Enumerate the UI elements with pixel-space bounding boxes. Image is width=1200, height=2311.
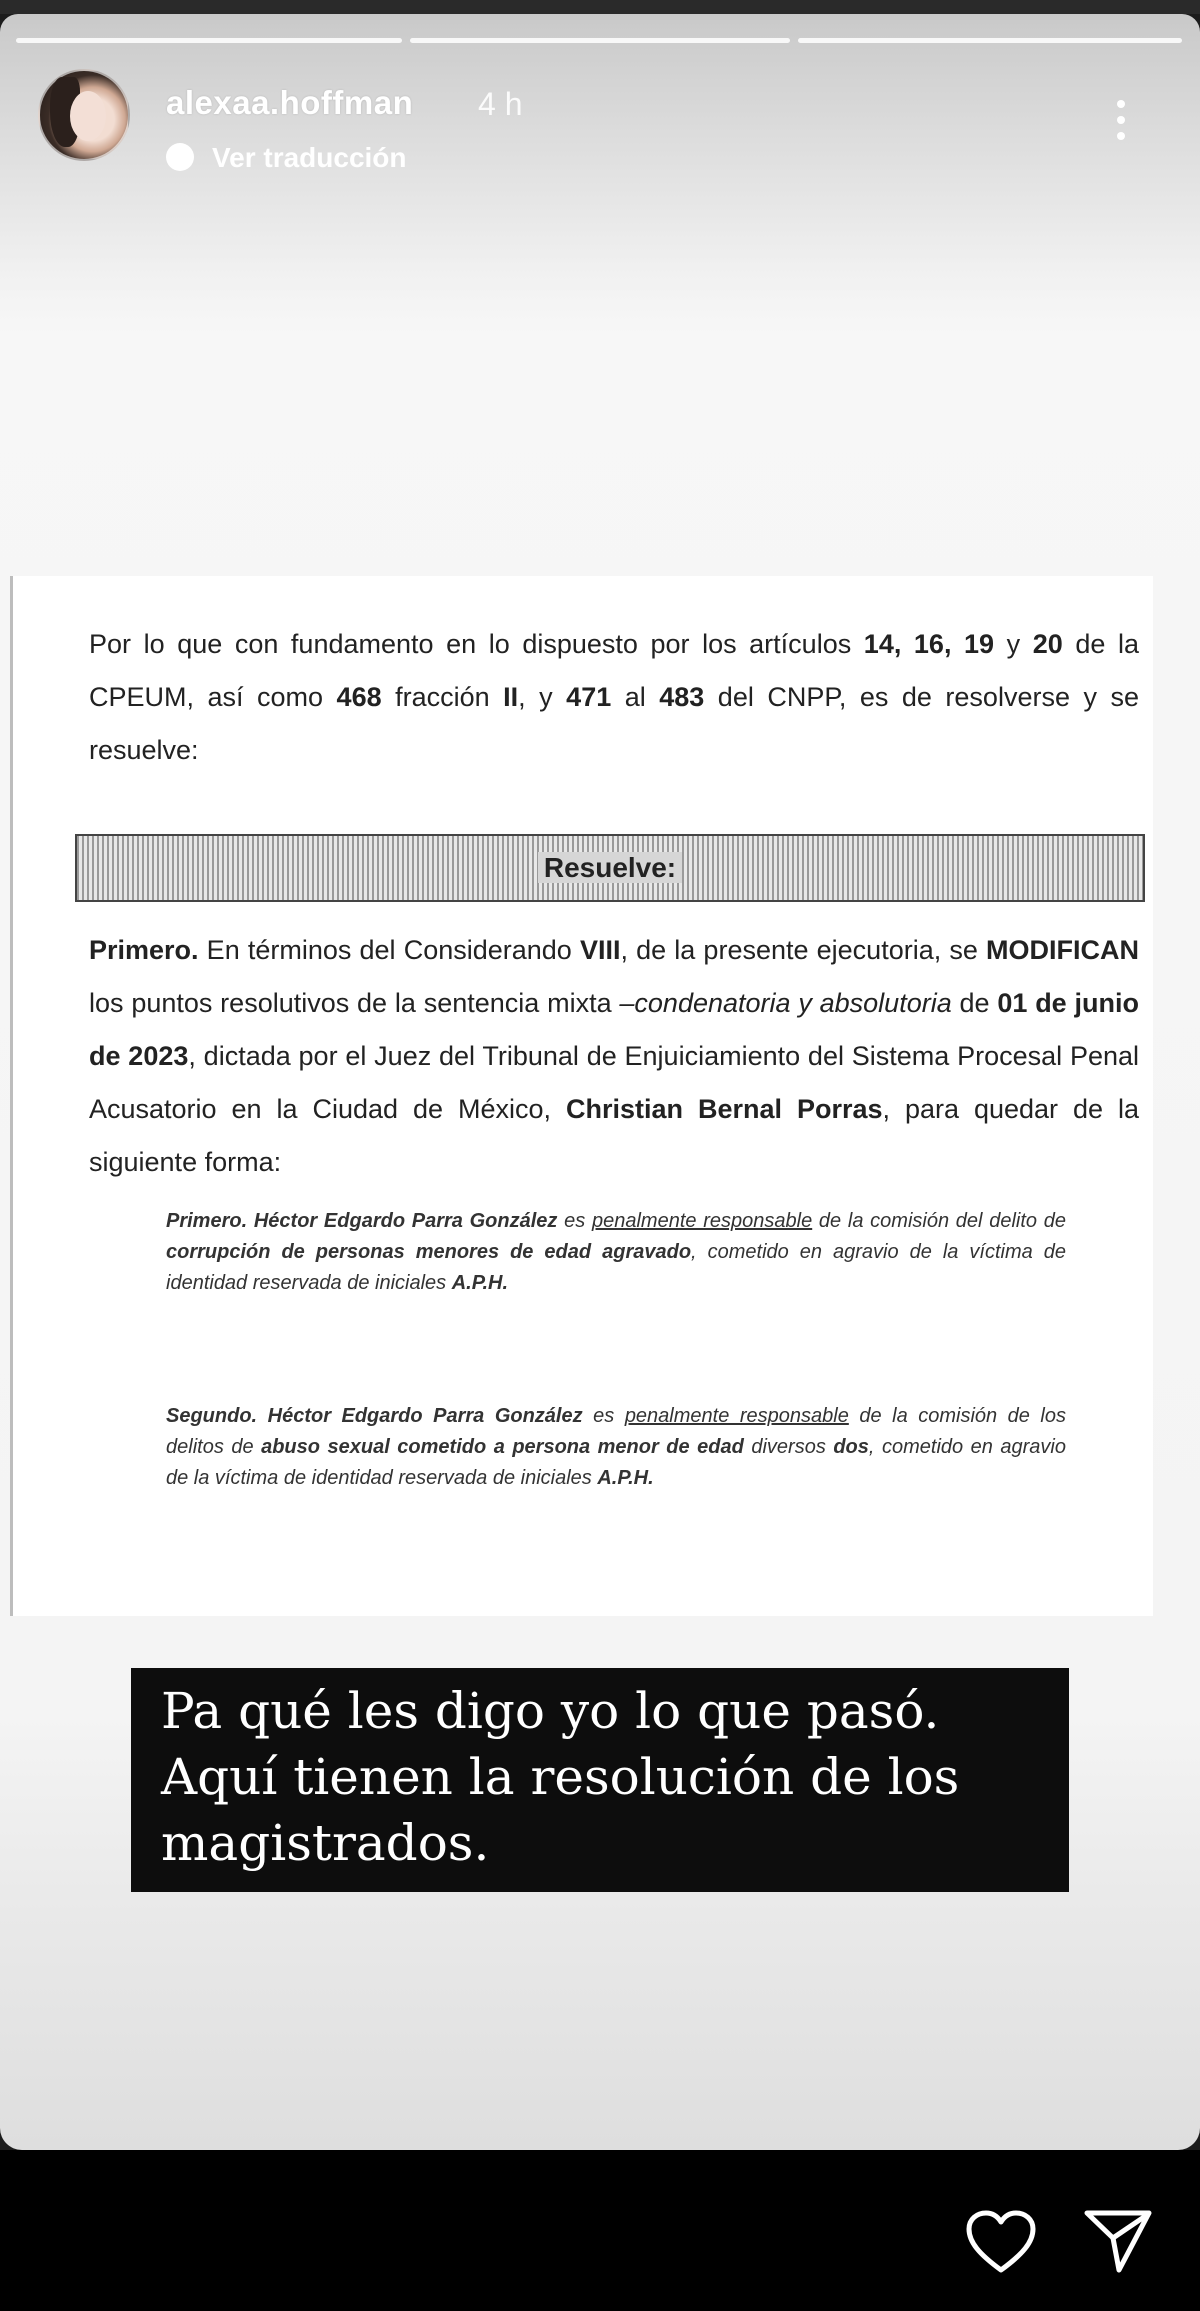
send-icon[interactable] [1083,2208,1153,2274]
progress-segment-2 [410,38,790,43]
post-time: 4 h [478,86,523,122]
heart-icon[interactable] [965,2210,1037,2274]
resolution-point-1: Primero. Héctor Edgardo Parra González es penalmente responsable de la comisión del delito de corrupción de personas menores de edad agravado, cometido en agravio de la víctima de identidad reservada de iniciales A.P.H. [166,1210,1066,1294]
avatar-face [70,91,106,141]
document-image [10,576,1153,1616]
avatar[interactable] [38,69,130,161]
resuelve-heading: Resuelve: [75,834,1145,902]
resolution-point-2: Segundo. Héctor Edgardo Parra González es penalmente responsable de la comisión de los delitos de abuso sexual cometido a persona menor de edad diversos dos, cometido en agravio de la víctima de identidad reservada de iniciales A.P.H. [166,1405,1066,1489]
story-caption [131,1668,1069,1892]
translate-icon [166,143,194,171]
progress-segment-3 [798,38,1182,43]
paragraph-1: Por lo que con fundamento en lo dispuesto por los artículos 14, 16, 19 y 20 de la CPEUM, así como 468 fracción II, y 471 al 483 del CNPP, es de resolverse y se resuelve: [89,629,1139,765]
translate-label: Ver traducción [212,142,407,173]
top-bar [0,0,1200,14]
username[interactable]: alexaa.hoffman [166,84,414,121]
progress-segment-1 [16,38,402,43]
paragraph-2: Primero. En términos del Considerando VIII, de la presente ejecutoria, se MODIFICAN los puntos resolutivos de la sentencia mixta –condenatoria y absolutoria de 01 de junio de 2023, dictada por el Juez del Tribunal de Enjuiciamiento del Sistema Procesal Penal Acusatorio en la Ciudad de México, Christian Bernal Porras, para quedar de la siguiente forma: [89,935,1139,1177]
caption-text: Pa qué les digo yo lo que pasó. Aquí tienen la resolución de los magistrados. [161,1682,960,1872]
more-options-icon[interactable] [1116,100,1126,152]
translate-button[interactable] [166,142,407,174]
story-frame[interactable] [0,14,1200,2150]
